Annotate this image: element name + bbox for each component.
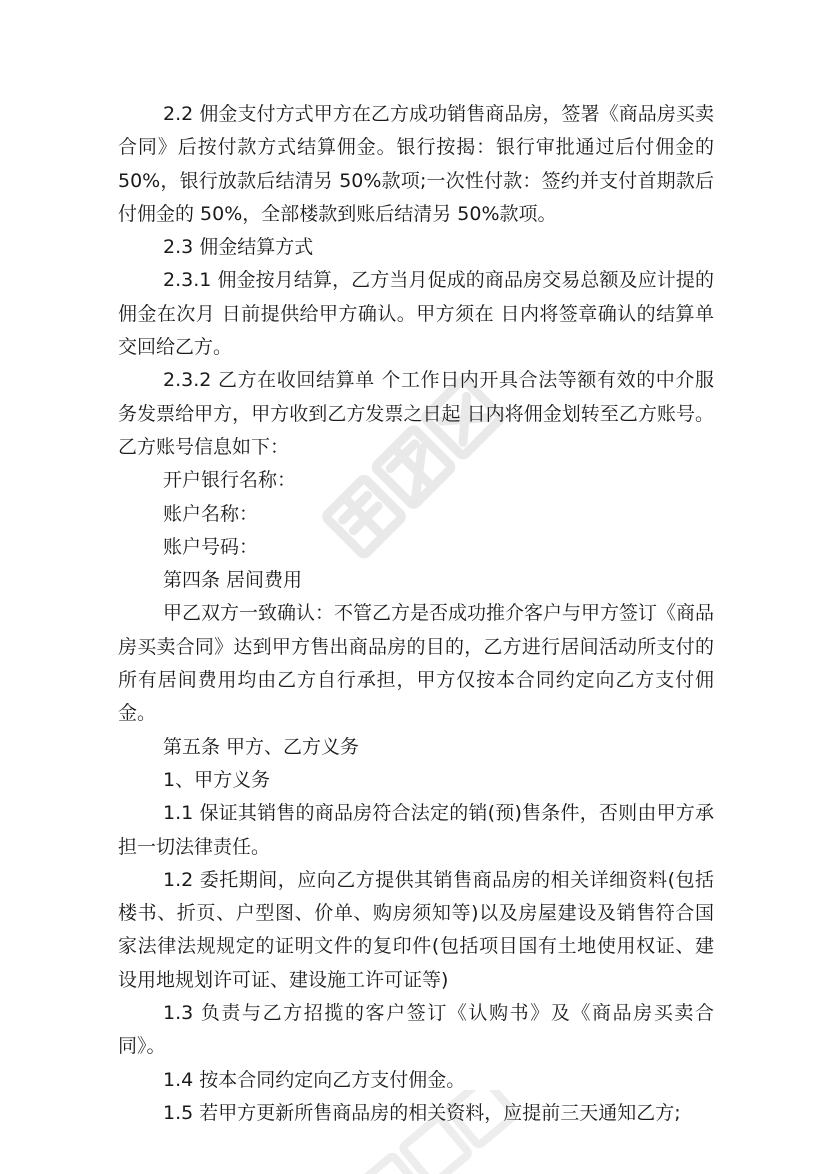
bank-name-field: 开户银行名称： (163, 469, 297, 492)
clause-1-5: 1.5 若甲方更新所售商品房的相关资料，应提前三天通知乙方; (163, 1101, 681, 1124)
clause-2-2: 2.2 佣金支付方式甲方在乙方成功销售商品房，签署《商品房买卖合同》后按付款方式结算佣金。银行按揭：银行审批通过后付佣金的50%，银行放款后结清另 50%款项;一次性付款：签约并支付首期款后付佣金的 50%，全部楼款到账后结清另 50%款项。 (118, 103, 714, 225)
clause-1-4: 1.4 按本合同约定向乙方支付佣金。 (163, 1068, 466, 1091)
clause-1-2: 1.2 委托期间，应向乙方提供其销售商品房的相关详细资料(包括楼书、折页、户型图、价单、购房须知等)以及房屋建设及销售符合国家法律法规规定的证明文件的复印件(包括项目国有土地使用权证、建设用地规划许可证、建设施工许可证等) (118, 868, 714, 991)
party-a-obligations-heading: 1、甲方义务 (163, 768, 271, 791)
clause-2-3-2: 2.3.2 乙方在收回结算单 个工作日内开具合法等额有效的中介服务发票给甲方，甲方收到乙方发票之日起 日内将佣金划转至乙方账号。乙方账号信息如下： (118, 369, 714, 458)
clause-2-3-1: 2.3.1 佣金按月结算，乙方当月促成的商品房交易总额及应计提的佣金在次月 日前提供给甲方确认。甲方须在 日内将签章确认的结算单交回给乙方。 (118, 269, 714, 359)
account-number-field: 账户号码： (163, 535, 259, 558)
article-4-body: 甲乙双方一致确认：不管乙方是否成功推介客户与甲方签订《商品房买卖合同》达到甲方售出商品房的目的，乙方进行居间活动所支付的所有居间费用均由乙方自行承担，甲方仅按本合同约定向乙方支付佣金。 (118, 602, 715, 725)
clause-1-1: 1.1 保证其销售的商品房符合法定的销(预)售条件，否则由甲方承担一切法律责任。 (118, 802, 714, 858)
account-name-field: 账户名称： (163, 502, 259, 525)
article-4-heading: 第四条 居间费用 (163, 569, 303, 592)
clause-2-3-heading: 2.3 佣金结算方式 (163, 236, 314, 259)
clause-1-3: 1.3 负责与乙方招揽的客户签订《认购书》及《商品房买卖合同》。 (118, 1002, 714, 1058)
article-5-heading: 第五条 甲方、乙方义务 (163, 735, 360, 758)
document-body (118, 98, 714, 1130)
